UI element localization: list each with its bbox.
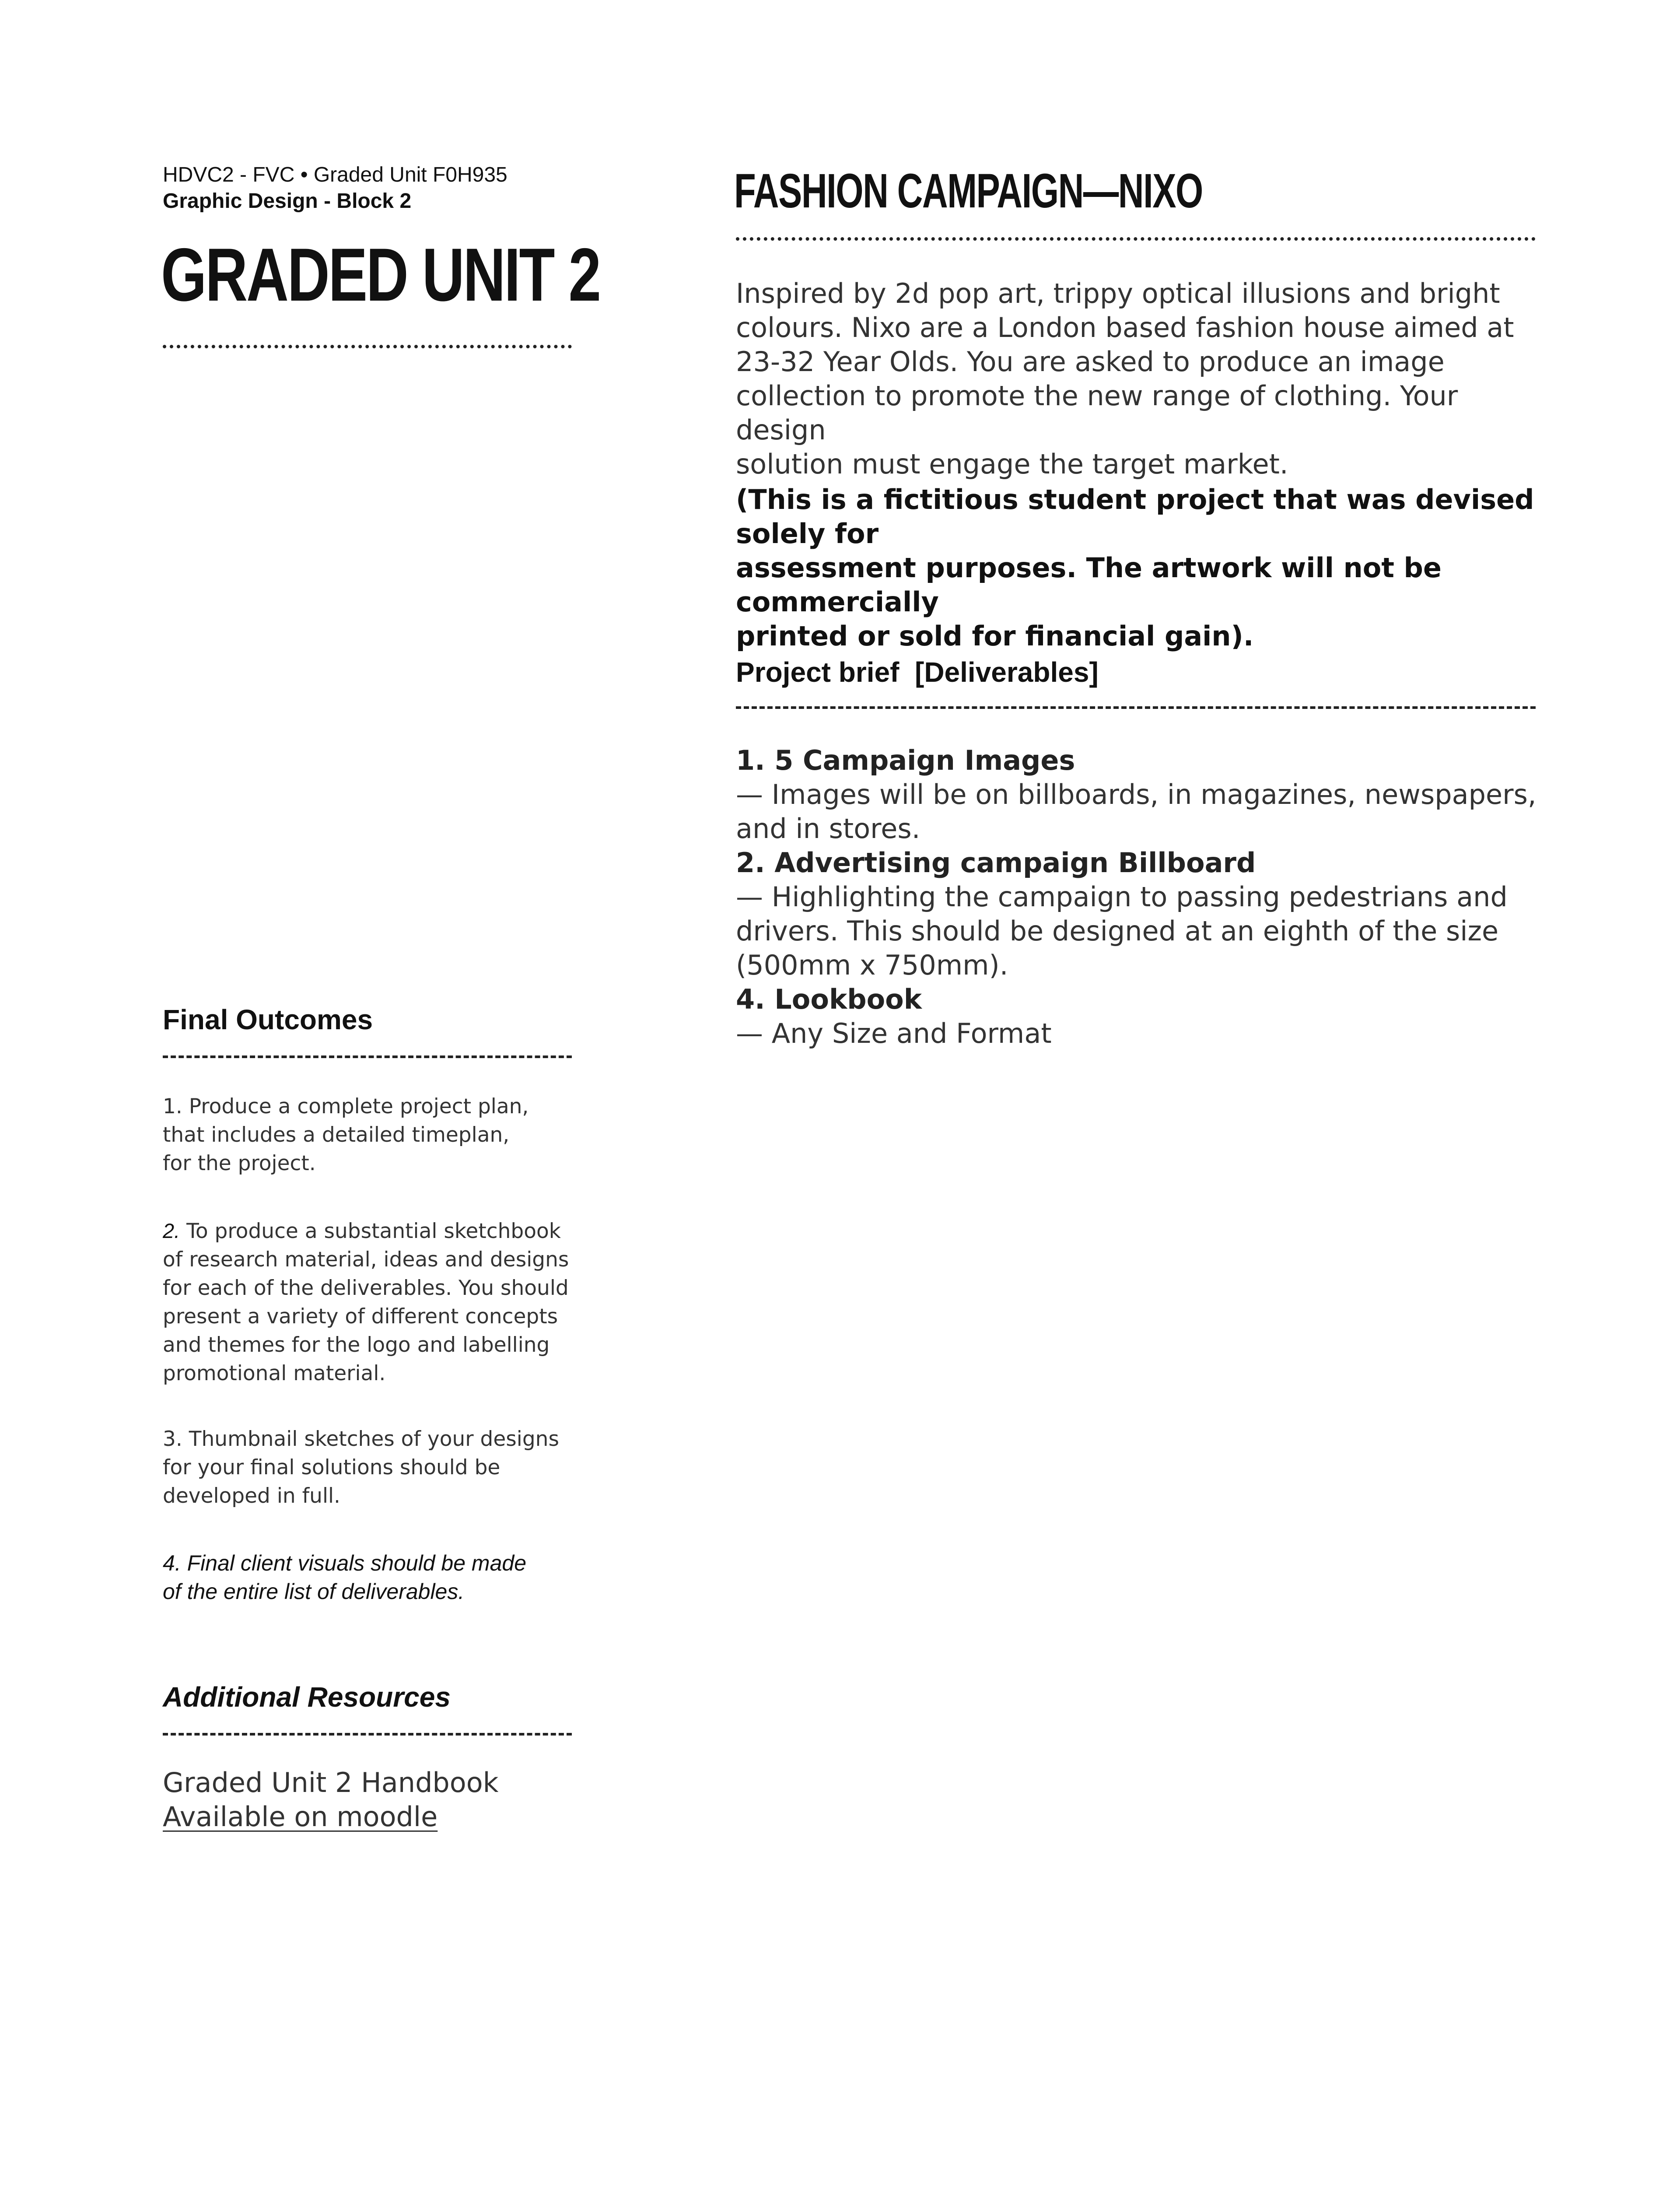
outcome-item-3 xyxy=(163,1425,583,1510)
deliverable-desc: — Any Size and Format xyxy=(736,1017,1052,1049)
outcome-line: promotional material. xyxy=(163,1361,386,1385)
deliverable-item xyxy=(736,846,1541,982)
deliverable-title: 4. Lookbook xyxy=(736,983,922,1015)
outcome-line: developed in full. xyxy=(163,1484,340,1508)
page-title-wrap xyxy=(161,233,724,317)
campaign-intro xyxy=(736,277,1541,481)
outcome-item-4 xyxy=(163,1549,583,1606)
additional-resources-heading: Additional Resources xyxy=(163,1681,451,1713)
intro-line: Inspired by 2d pop art, trippy optical illusions and bright xyxy=(736,277,1500,309)
outcome-line: present a variety of different concepts xyxy=(163,1304,558,1329)
outcome-line: for your final solutions should be xyxy=(163,1455,500,1480)
resources-block xyxy=(163,1766,583,1834)
intro-line: solution must engage the target market. xyxy=(736,448,1288,480)
outcome-item-1 xyxy=(163,1092,583,1178)
outcome-line: of research material, ideas and designs xyxy=(163,1248,569,1272)
deliverable-item xyxy=(736,743,1541,846)
deliverable-item xyxy=(736,982,1541,1051)
deliverable-desc: — Images will be on billboards, in magazines, newspapers, xyxy=(736,778,1536,810)
course-line: HDVC2 - FVC • Graded Unit F0H935 xyxy=(163,163,508,186)
campaign-title: FASHION CAMPAIGN—NIXO xyxy=(734,164,1203,218)
intro-line: collection to promote the new range of clothing. Your design xyxy=(736,380,1458,446)
final-outcomes-heading-wrap xyxy=(163,1002,583,1037)
deliverable-desc: drivers. This should be designed at an eighth of the size xyxy=(736,915,1499,947)
campaign-title-wrap xyxy=(734,163,1367,220)
subject-line: Graphic Design - Block 2 xyxy=(163,189,412,213)
brief-heading-wrap xyxy=(736,655,1541,690)
header-block xyxy=(163,162,600,214)
additional-resources-divider xyxy=(163,1733,572,1736)
deliverable-title: 1. 5 Campaign Images xyxy=(736,744,1075,776)
outcome-line: 3. Thumbnail sketches of your designs xyxy=(163,1427,559,1451)
moodle-link[interactable]: Available on moodle xyxy=(163,1801,438,1833)
title-divider xyxy=(163,345,572,348)
disclaimer-line: printed or sold for financial gain). xyxy=(736,620,1254,652)
deliverable-desc: (500mm x 750mm). xyxy=(736,949,1008,981)
campaign-disclaimer xyxy=(736,483,1541,653)
final-outcomes-heading: Final Outcomes xyxy=(163,1004,373,1035)
outcome-line: 4. Final client visuals should be made xyxy=(163,1551,527,1575)
outcome-line: that includes a detailed timeplan, xyxy=(163,1123,510,1147)
additional-resources-heading-wrap xyxy=(163,1680,583,1715)
outcome-line: 1. Produce a complete project plan, xyxy=(163,1094,529,1119)
outcome-line: and themes for the logo and labelling xyxy=(163,1333,550,1357)
deliverable-desc: and in stores. xyxy=(736,813,920,845)
outcome-number: 2. xyxy=(163,1219,180,1242)
intro-line: colours. Nixo are a London based fashion house aimed at xyxy=(736,312,1514,344)
brief-heading: Project brief [Deliverables] xyxy=(736,656,1099,688)
deliverable-title: 2. Advertising campaign Billboard xyxy=(736,847,1256,879)
outcome-text: To produce a substantial sketchbook xyxy=(180,1219,561,1243)
page-title: GRADED UNIT 2 xyxy=(161,233,600,317)
outcome-line: for the project. xyxy=(163,1151,316,1175)
handbook-text: Graded Unit 2 Handbook xyxy=(163,1767,499,1799)
deliverables-list xyxy=(736,743,1541,1051)
outcome-line: of the entire list of deliverables. xyxy=(163,1579,465,1604)
disclaimer-line: (This is a fictitious student project that was devised solely for xyxy=(736,484,1534,550)
final-outcomes-divider xyxy=(163,1055,572,1058)
disclaimer-line: assessment purposes. The artwork will not be commercially xyxy=(736,552,1442,618)
outcome-line: for each of the deliverables. You should xyxy=(163,1276,569,1300)
deliverable-desc: — Highlighting the campaign to passing pedestrians and xyxy=(736,881,1508,913)
campaign-divider xyxy=(736,237,1536,241)
outcome-line xyxy=(163,1217,583,1245)
intro-line: 23-32 Year Olds. You are asked to produce an image xyxy=(736,346,1445,378)
brief-divider xyxy=(736,706,1536,709)
outcome-item-2 xyxy=(163,1217,583,1388)
